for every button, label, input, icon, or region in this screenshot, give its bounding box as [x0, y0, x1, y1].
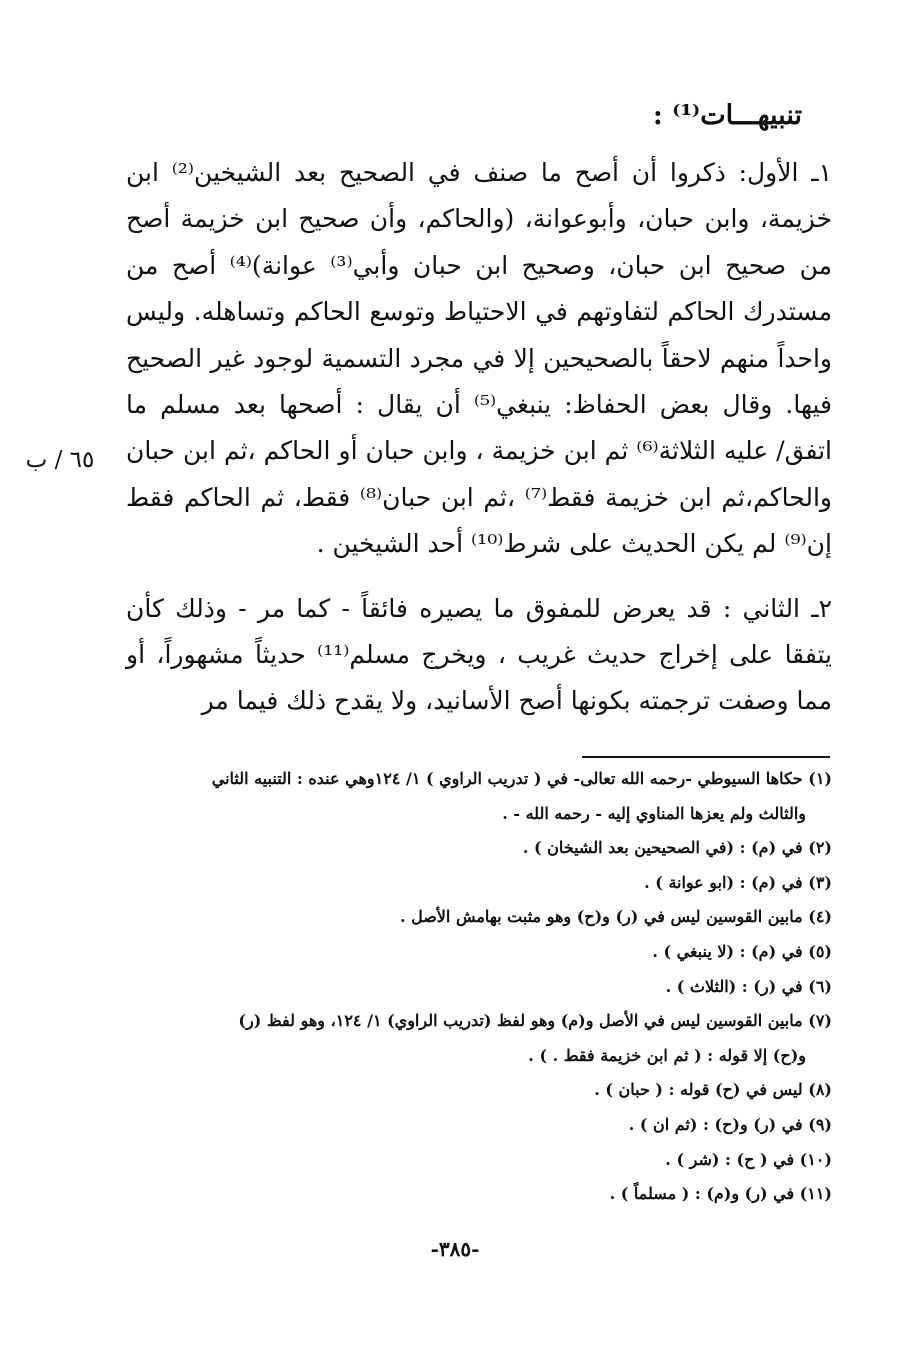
footnote-8: (٨) ليس في (ح) قوله : ( حبان ) .: [594, 1080, 832, 1100]
main-text: [126, 150, 832, 725]
footnote-separator: [582, 756, 830, 758]
section-heading: تنبيهـــات⁽¹⁾ :: [652, 100, 802, 131]
footnotes: [98, 762, 832, 1212]
footnote-2: (٢) في (م) : (في الصحيحين بعد الشيخان ) .: [522, 838, 832, 858]
footnote-10: (١٠) في ( ح) : (شر ) .: [665, 1149, 832, 1169]
page-number: -٣٨٥-: [430, 1237, 480, 1261]
footnote-3: (٣) في (م) : (ابو عوانة ) .: [644, 872, 832, 892]
footnote-4: (٤) مابين القوسين ليس في (ر) و(ح) وهو مثبت بهامش الأصل .: [399, 907, 832, 927]
paragraph-first-note: ١ـ الأول: ذكروا أن أصح ما صنف في الصحيح بعد الشيخين⁽²⁾ ابن خزيمة، وابن حبان، وأبوعوانة، (والحاكم، وأن صحيح ابن خزيمة أصح من صحيح ابن حبان، وصحيح ابن حبان وأبي⁽³⁾ عوانة)⁽⁴⁾ أصح من مستدرك الحاكم لتفاوتهم في الاحتياط وتوسع الحاكم وتساهله. وليس واحداً منهم لاحقاً بالصحيحين إلا في مجرد التسمية لوجود غير الصحيح فيها. وقال بعض الحفاظ: ينبغي⁽⁵⁾ أن يقال : أصحها بعد مسلم ما اتفق/ عليه الثلاثة⁽⁶⁾ ثم ابن خزيمة ، وابن حبان أو الحاكم ،ثم ابن حبان والحاكم،ثم ابن خزيمة فقط⁽⁷⁾ ،ثم ابن حبان⁽⁸⁾ فقط، ثم الحاكم فقط إن⁽⁹⁾ لم يكن الحديث على شرط⁽¹⁰⁾ أحد الشيخين .: [126, 158, 833, 559]
paragraph-second-note: ٢ـ الثاني : قد يعرض للمفوق ما يصيره فائقاً - كما مر - وذلك كأن يتفقا على إخراج حديث غريب ، ويخرج مسلم⁽¹¹⁾ حديثاً مشهوراً، أو مما وصفت ترجمته بكونها أصح الأسانيد، ولا يقدح ذلك فيما مر: [126, 593, 832, 716]
footnote-7: (٧) مابين القوسين ليس في الأصل و(م) وهو لفظ (تدريب الراوي) ١/ ١٢٤، وهو لفظ (ر): [238, 1011, 832, 1031]
footnote-7-continuation: و(ح) إلا قوله : ( ثم ابن خزيمة فقط . ) .: [528, 1045, 806, 1065]
footnote-9: (٩) في (ر) و(ح) : (ثم ان ) .: [628, 1114, 832, 1134]
footnote-5: (٥) في (م) : (لا ينبغي ) .: [652, 941, 832, 961]
footnote-1: (١) حكاها السيوطي -رحمه الله تعالى- في ( تدريب الراوي ) ١/ ١٢٤وهي عنده : التنبيه الثاني: [211, 769, 832, 788]
footnote-1-continuation: والثالث ولم يعزها المناوي إليه - رحمه الله - .: [502, 803, 806, 823]
footnote-6: (٦) في (ر) : (الثلاث ) .: [665, 976, 832, 996]
manuscript-folio-marker: ٦٥ / ب: [25, 447, 95, 473]
footnote-11: (١١) في (ر) و(م) : ( مسلماً ) .: [609, 1184, 832, 1204]
